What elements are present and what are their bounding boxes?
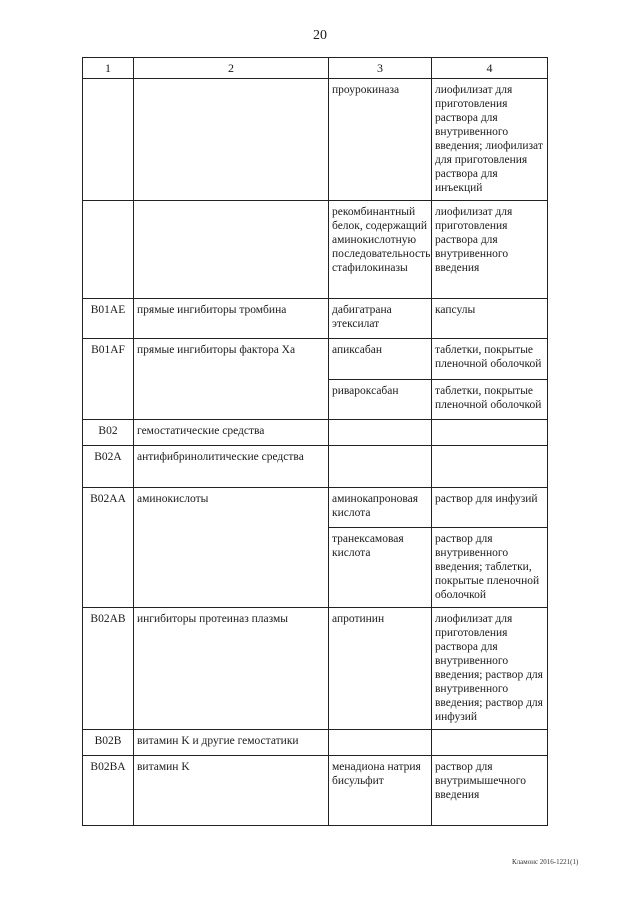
header-col-4: 4 bbox=[432, 58, 548, 79]
table-row bbox=[83, 528, 548, 608]
table-row bbox=[83, 299, 548, 339]
dosage-form-cell bbox=[432, 730, 548, 756]
dosage-form-cell: раствор для внутривенного введения; таблетки, покрытые пленочной оболочкой bbox=[432, 528, 548, 608]
group-cell: витамин K и другие гемостатики bbox=[134, 730, 329, 756]
atc-code-cell bbox=[83, 79, 134, 201]
header-col-3: 3 bbox=[329, 58, 432, 79]
drug-name-cell bbox=[329, 420, 432, 446]
drug-name-cell: транексамовая кислота bbox=[329, 528, 432, 608]
drug-name-cell bbox=[329, 730, 432, 756]
document-stamp: Кламонс 2016-1221(1) bbox=[512, 858, 579, 866]
group-cell bbox=[134, 380, 329, 420]
dosage-form-cell bbox=[432, 446, 548, 488]
group-cell: гемостатические средства bbox=[134, 420, 329, 446]
table-row bbox=[83, 420, 548, 446]
drug-name-cell: ривароксабан bbox=[329, 380, 432, 420]
table-row bbox=[83, 488, 548, 528]
table-row bbox=[83, 79, 548, 201]
dosage-form-cell: лиофилизат для приготовления раствора для внутривенного введения bbox=[432, 201, 548, 299]
table-header-row bbox=[83, 58, 548, 79]
atc-code-cell: B01AE bbox=[83, 299, 134, 339]
table-row bbox=[83, 380, 548, 420]
header-col-2: 2 bbox=[134, 58, 329, 79]
group-cell bbox=[134, 201, 329, 299]
drug-name-cell: апиксабан bbox=[329, 339, 432, 380]
atc-code-cell: B02BA bbox=[83, 756, 134, 826]
group-cell: прямые ингибиторы тромбина bbox=[134, 299, 329, 339]
atc-code-cell: B02B bbox=[83, 730, 134, 756]
table-row bbox=[83, 730, 548, 756]
dosage-form-cell: таблетки, покрытые пленочной оболочкой bbox=[432, 380, 548, 420]
drug-name-cell bbox=[329, 446, 432, 488]
atc-code-cell: B02 bbox=[83, 420, 134, 446]
dosage-form-cell: лиофилизат для приготовления раствора для внутривенного введения; раствор для внутривенного введения; раствор для инфузий bbox=[432, 608, 548, 730]
dosage-form-cell: лиофилизат для приготовления раствора для внутривенного введения; лиофилизат для приготовления раствора для инъекций bbox=[432, 79, 548, 201]
group-cell: витамин K bbox=[134, 756, 329, 826]
atc-code-cell bbox=[83, 528, 134, 608]
dosage-form-cell: раствор для инфузий bbox=[432, 488, 548, 528]
dosage-form-cell: раствор для внутримышечного введения bbox=[432, 756, 548, 826]
group-cell: ингибиторы протеиназ плазмы bbox=[134, 608, 329, 730]
group-cell bbox=[134, 528, 329, 608]
atc-code-cell: B02A bbox=[83, 446, 134, 488]
dosage-form-cell: капсулы bbox=[432, 299, 548, 339]
drug-name-cell: менадиона натрия бисульфит bbox=[329, 756, 432, 826]
drug-name-cell: аминокапроновая кислота bbox=[329, 488, 432, 528]
atc-code-cell: B02AA bbox=[83, 488, 134, 528]
drug-table bbox=[82, 57, 548, 826]
atc-code-cell bbox=[83, 201, 134, 299]
group-cell bbox=[134, 79, 329, 201]
dosage-form-cell: таблетки, покрытые пленочной оболочкой bbox=[432, 339, 548, 380]
page-number: 20 bbox=[313, 28, 327, 43]
group-cell: антифибринолитические средства bbox=[134, 446, 329, 488]
atc-code-cell bbox=[83, 380, 134, 420]
table-row bbox=[83, 339, 548, 380]
table-row bbox=[83, 756, 548, 826]
table-row bbox=[83, 201, 548, 299]
drug-name-cell: проурокиназа bbox=[329, 79, 432, 201]
header-col-1: 1 bbox=[83, 58, 134, 79]
drug-name-cell: дабигатрана этексилат bbox=[329, 299, 432, 339]
atc-code-cell: B02AB bbox=[83, 608, 134, 730]
atc-code-cell: B01AF bbox=[83, 339, 134, 380]
table-row bbox=[83, 608, 548, 730]
dosage-form-cell bbox=[432, 420, 548, 446]
table-row bbox=[83, 446, 548, 488]
drug-name-cell: апротинин bbox=[329, 608, 432, 730]
group-cell: прямые ингибиторы фактора Xa bbox=[134, 339, 329, 380]
group-cell: аминокислоты bbox=[134, 488, 329, 528]
drug-name-cell: рекомбинантный белок, содержащий аминокислотную последовательность стафилокиназы bbox=[329, 201, 432, 299]
